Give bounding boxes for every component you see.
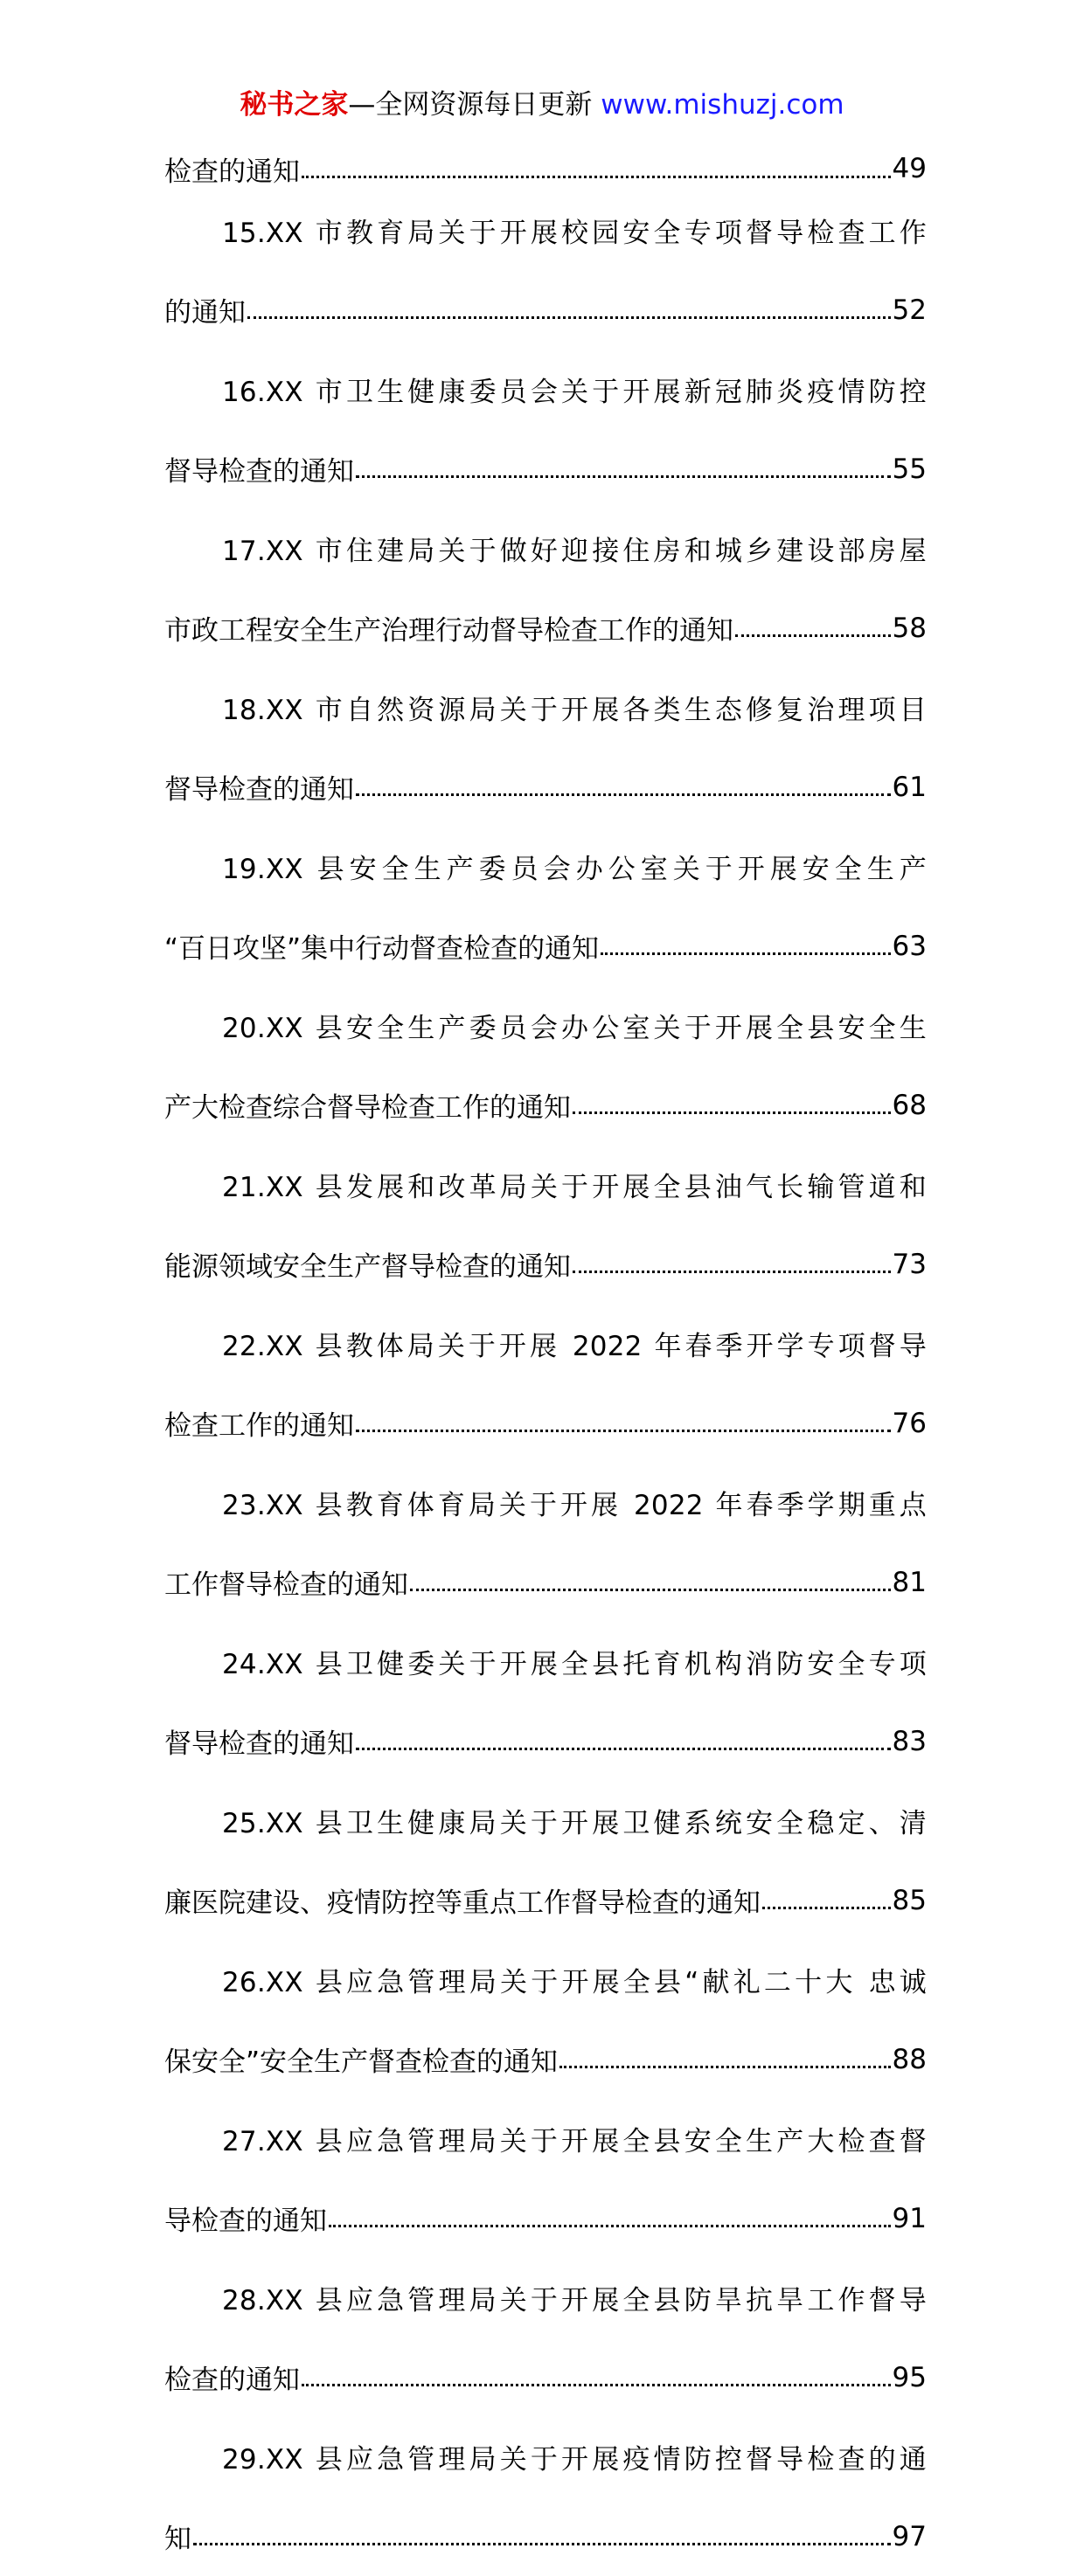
toc-entry-title: 28.XX 县应急管理局关于开展全县防旱抗旱工作督导 — [222, 2285, 927, 2316]
toc-continued-line[interactable] — [164, 147, 927, 190]
toc-entry-tail: 的通知 — [164, 297, 246, 329]
dot-leader — [356, 1721, 891, 1750]
toc-entry-title: 20.XX 县安全生产委员会办公室关于开展全县安全生 — [222, 1013, 927, 1044]
dot-leader — [302, 2358, 891, 2386]
dot-leader — [735, 608, 891, 637]
dot-leader — [356, 767, 891, 796]
toc-entry-title: 24.XX 县卫健委关于开展全县托育机构消防安全专项 — [222, 1649, 927, 1680]
toc-entry-title: 21.XX 县发展和改革局关于开展全县油气长输管道和 — [222, 1172, 927, 1203]
toc-page-number: 95 — [892, 2361, 927, 2393]
site-header — [0, 86, 1084, 124]
toc-page-number: 88 — [892, 2043, 927, 2075]
toc-entry-title: 26.XX 县应急管理局关于开展全县“献礼二十大 忠诚 — [222, 1967, 927, 1998]
toc-entry-title: 18.XX 市自然资源局关于开展各类生态修复治理项目 — [222, 695, 927, 726]
dot-leader — [601, 926, 890, 955]
toc-entry-tail: “百日攻坚”集中行动督查检查的通知 — [164, 933, 600, 965]
toc-entry-head[interactable] — [164, 1781, 927, 1860]
toc-entry-tail-line[interactable] — [164, 2019, 927, 2099]
toc-entry-tail: 产大检查综合督导检查工作的通知 — [164, 1092, 571, 1124]
dot-leader — [247, 290, 891, 319]
toc-entry-tail: 工作督导检查的通知 — [164, 1569, 408, 1601]
toc-entry-title: 16.XX 市卫生健康委员会关于开展新冠肺炎疫情防控 — [222, 377, 927, 408]
toc-entry-tail-line[interactable] — [164, 906, 927, 986]
toc-entry-title: 22.XX 县教体局关于开展 2022 年春季开学专项督导 — [222, 1331, 927, 1362]
dot-leader — [762, 1880, 891, 1909]
dot-leader — [559, 2039, 890, 2068]
table-of-contents — [164, 147, 927, 2576]
toc-entry-tail: 能源领域安全生产督导检查的通知 — [164, 1251, 571, 1283]
toc-entry-tail-line[interactable] — [164, 747, 927, 827]
toc-entry-tail: 导检查的通知 — [164, 2206, 327, 2237]
site-url[interactable]: www.mishuzj.com — [601, 89, 844, 121]
toc-page-number: 76 — [892, 1407, 927, 1439]
site-brand: 秘书之家 — [240, 89, 349, 121]
dot-leader — [302, 149, 891, 178]
toc-entry-head[interactable] — [164, 2258, 927, 2337]
toc-entry-tail: 市政工程安全生产治理行动督导检查工作的通知 — [164, 615, 733, 647]
toc-entry-head[interactable] — [164, 350, 927, 429]
toc-entry-title: 19.XX 县安全生产委员会办公室关于开展安全生产 — [222, 854, 927, 885]
toc-entry-head[interactable] — [164, 1940, 927, 2019]
toc-entry-tail: 督导检查的通知 — [164, 774, 354, 806]
toc-entry-head[interactable] — [164, 1622, 927, 1701]
toc-page-number: 68 — [892, 1089, 927, 1121]
toc-page-number: 49 — [892, 153, 927, 184]
toc-entry-tail: 检查工作的通知 — [164, 1410, 354, 1442]
toc-page-number: 52 — [892, 294, 927, 326]
toc-entry-tail: 廉医院建设、疫情防控等重点工作督导检查的通知 — [164, 1887, 761, 1919]
toc-entry-head[interactable] — [164, 1463, 927, 1542]
toc-page-number: 63 — [892, 930, 927, 962]
toc-entry-tail: 知 — [164, 2524, 191, 2555]
toc-page-number: 85 — [892, 1884, 927, 1916]
toc-entry-tail-line[interactable] — [164, 270, 927, 350]
toc-entry-head[interactable] — [164, 2417, 927, 2496]
toc-entry-title: 17.XX 市住建局关于做好迎接住房和城乡建设部房屋 — [222, 536, 927, 567]
toc-page-number: 83 — [892, 1725, 927, 1757]
toc-entry-head[interactable] — [164, 827, 927, 906]
toc-page-number: 73 — [892, 1248, 927, 1280]
toc-entry-head[interactable] — [164, 668, 927, 747]
toc-entry-head[interactable] — [164, 509, 927, 588]
toc-entry-title: 25.XX 县卫生健康局关于开展卫健系统安全稳定、清 — [222, 1808, 927, 1839]
toc-entry-tail-line[interactable] — [164, 2178, 927, 2258]
toc-page-number: 58 — [892, 612, 927, 644]
toc-entry-head[interactable] — [164, 2099, 927, 2178]
toc-entry-tail: 督导检查的通知 — [164, 1728, 354, 1760]
toc-entry-title: 23.XX 县教育体育局关于开展 2022 年春季学期重点 — [222, 1490, 927, 1521]
dot-leader — [356, 1403, 891, 1432]
toc-entry-tail-line[interactable] — [164, 1065, 927, 1145]
toc-entry-tail-line[interactable] — [164, 1224, 927, 1304]
toc-entry-tail: 检查的通知 — [164, 2365, 300, 2396]
toc-entry-head[interactable] — [164, 986, 927, 1065]
toc-entry-head[interactable] — [164, 190, 927, 270]
dot-leader — [410, 1562, 891, 1591]
toc-page-number: 91 — [892, 2202, 927, 2234]
toc-entry-tail-line[interactable] — [164, 1542, 927, 1622]
toc-entry-tail: 检查的通知 — [164, 156, 300, 188]
toc-entry-title: 15.XX 市教育局关于开展校园安全专项督导检查工作 — [222, 218, 927, 249]
toc-entry-tail-line[interactable] — [164, 588, 927, 668]
dot-leader — [573, 1244, 891, 1273]
toc-entry-tail-line[interactable] — [164, 1383, 927, 1463]
toc-page-number: 81 — [892, 1566, 927, 1598]
toc-entry-tail-line[interactable] — [164, 429, 927, 509]
toc-entry-head[interactable] — [164, 1304, 927, 1383]
dot-leader — [573, 1085, 891, 1114]
dot-leader — [356, 449, 891, 478]
site-slogan: —全网资源每日更新 — [348, 89, 593, 121]
toc-entry-tail-line[interactable] — [164, 1701, 927, 1781]
toc-entry-tail-line[interactable] — [164, 2337, 927, 2417]
toc-entry-title: 27.XX 县应急管理局关于开展全县安全生产大检查督 — [222, 2126, 927, 2157]
toc-page-number: 97 — [892, 2520, 927, 2552]
toc-entry-tail: 督导检查的通知 — [164, 456, 354, 488]
dot-leader — [329, 2199, 891, 2227]
toc-entry-tail: 保安全”安全生产督查检查的通知 — [164, 2046, 559, 2078]
toc-entry-tail-line[interactable] — [164, 2496, 927, 2576]
toc-page-number: 61 — [892, 771, 927, 803]
toc-entry-tail-line[interactable] — [164, 1860, 927, 1940]
toc-entry-head[interactable] — [164, 1145, 927, 1224]
dot-leader — [193, 2517, 891, 2545]
toc-entry-title: 29.XX 县应急管理局关于开展疫情防控督导检查的通 — [222, 2444, 927, 2476]
toc-page-number: 55 — [892, 453, 927, 485]
